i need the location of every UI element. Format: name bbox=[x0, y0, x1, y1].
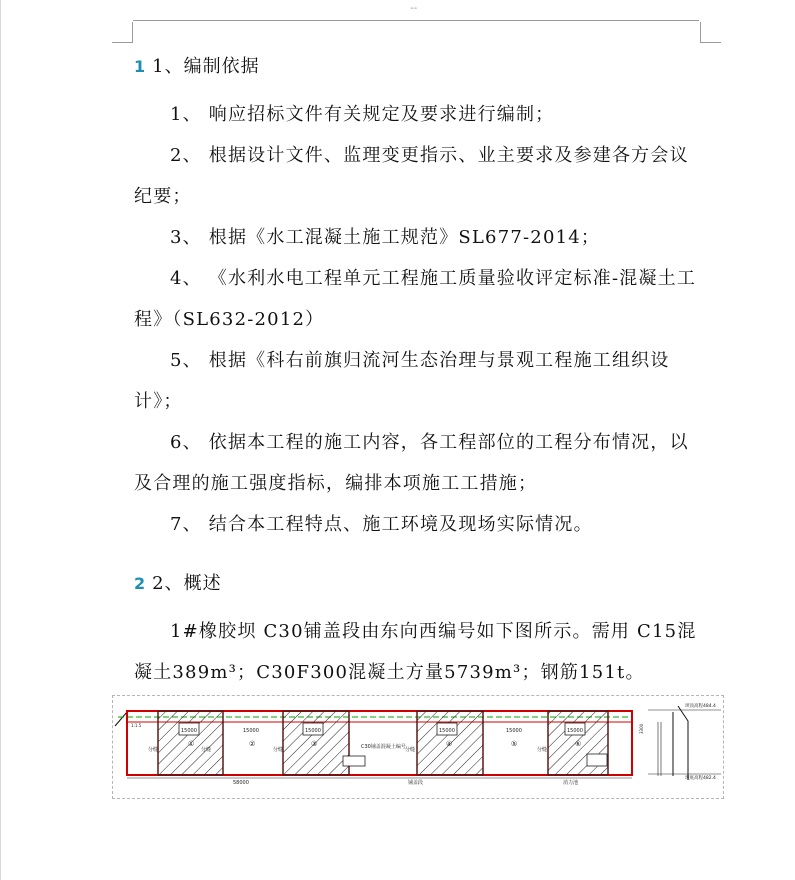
joint-label: 分缝 bbox=[537, 747, 548, 753]
elevation-bottom: 坝底高程482.4 bbox=[685, 776, 716, 781]
engineering-drawing bbox=[112, 695, 724, 799]
paragraph-item-4: 4、 《水利水电工程单元工程施工质量验收评定标准-混凝土工程》（SL632-2012） bbox=[134, 268, 697, 330]
dim-label: 15000 bbox=[243, 728, 259, 734]
dim-label: 15000 bbox=[439, 728, 455, 734]
dim-label: 15000 bbox=[567, 728, 583, 734]
page-edge bbox=[0, 0, 1, 880]
drawing-caption: C30铺盖混凝土编号 bbox=[361, 744, 406, 750]
paragraph-item-2: 2、 根据设计文件、监理变更指示、业主要求及参建各方会议纪要； bbox=[134, 145, 689, 207]
heading-title: 1、编制依据 bbox=[152, 56, 260, 77]
paragraph-overview: 1#橡胶坝 C30铺盖段由东向西编号如下图所示。需用 C15混凝土389m³；C30F300混凝土方量5739m³；钢筋151t。 bbox=[134, 621, 697, 683]
margin-corner-left bbox=[112, 22, 133, 43]
section-heading-2 bbox=[134, 569, 222, 595]
dim-label: 15000 bbox=[506, 728, 522, 734]
block-number: ② bbox=[249, 740, 256, 748]
block-number: ④ bbox=[446, 740, 453, 748]
paragraph-item-3: 3、 根据《水工混凝土施工规范》SL677-2014； bbox=[170, 227, 601, 248]
heading-number: 1 bbox=[134, 57, 147, 76]
joint-label: 分缝 bbox=[273, 747, 284, 753]
section-mark: 1:1.5 bbox=[131, 723, 142, 728]
heading-number: 2 bbox=[134, 574, 147, 593]
block-number: ③ bbox=[311, 740, 318, 748]
side-dimension: 3300 bbox=[639, 723, 644, 734]
paragraph-item-6: 6、 依据本工程的施工内容，各工程部位的工程分布情况，以及合理的施工强度指标，编排本项施工工措施； bbox=[134, 432, 689, 494]
joint-label: 分缝 bbox=[201, 747, 212, 753]
paragraph-item-7: 7、 结合本工程特点、施工环境及现场实际情况。 bbox=[170, 514, 593, 535]
drawing-canvas bbox=[113, 696, 723, 798]
header-mark: -- bbox=[410, 3, 418, 14]
block-number: ① bbox=[188, 740, 195, 748]
joint-label: 分缝 bbox=[148, 747, 159, 753]
dim-label: 15000 bbox=[305, 728, 321, 734]
elevation-top: 坝顶高程484.4 bbox=[685, 704, 716, 709]
total-length: 58000 bbox=[233, 780, 249, 786]
bottom-label-mid: 铺盖段 bbox=[408, 780, 424, 786]
header-rule bbox=[133, 20, 699, 21]
bottom-label-right: 消力池 bbox=[563, 780, 579, 786]
heading-title: 2、概述 bbox=[152, 573, 222, 594]
block-number: ⑥ bbox=[575, 740, 582, 748]
dim-label: 15000 bbox=[181, 728, 197, 734]
paragraph-item-1: 1、 响应招标文件有关规定及要求进行编制； bbox=[170, 104, 555, 125]
section-heading-1 bbox=[134, 52, 260, 78]
paragraph-item-5: 5、 根据《科右前旗归流河生态治理与景观工程施工组织设计》； bbox=[134, 350, 670, 412]
block-number: ⑤ bbox=[511, 740, 518, 748]
margin-corner-right bbox=[700, 22, 721, 43]
joint-label: 分缝 bbox=[405, 747, 416, 753]
